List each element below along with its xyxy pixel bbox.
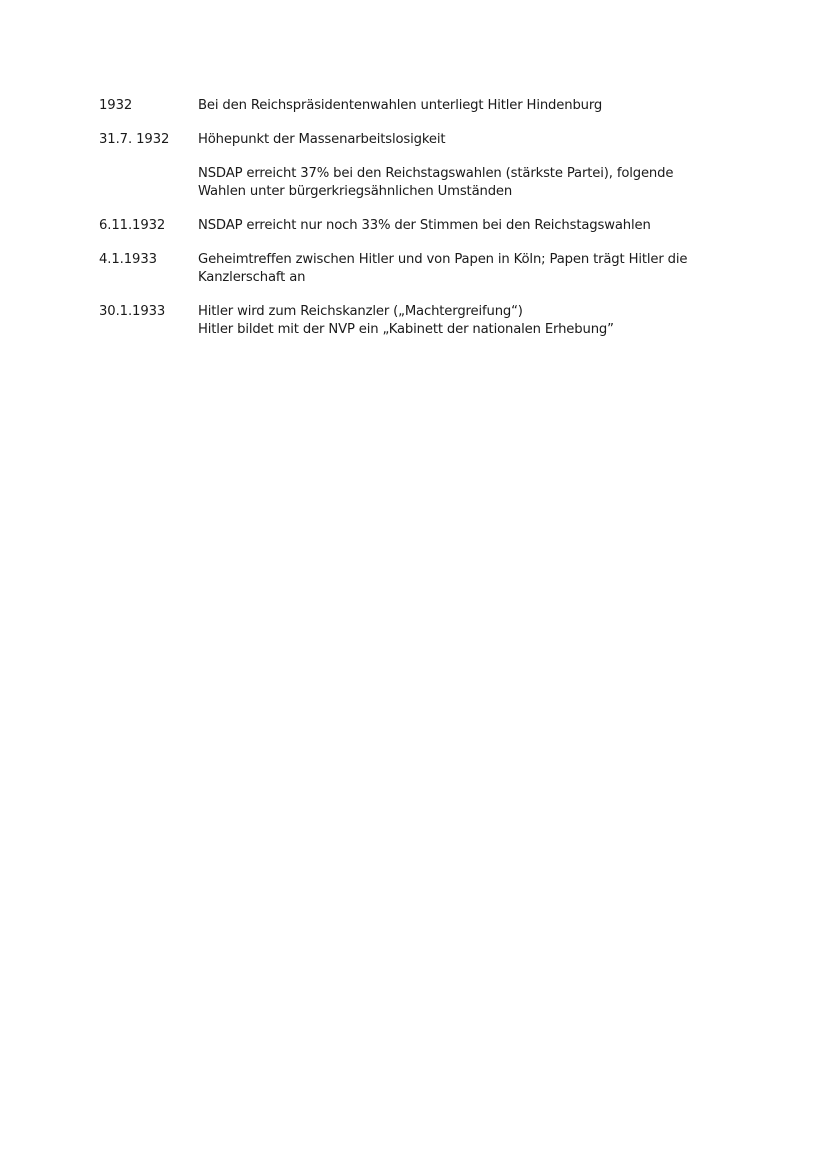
timeline-entry: [99, 217, 739, 235]
timeline-entry: [99, 251, 739, 287]
entry-text: Geheimtreffen zwischen Hitler und von Papen in Köln; Papen trägt Hitler die: [198, 252, 688, 267]
entry-text: Hitler wird zum Reichskanzler („Machtergreifung“): [198, 304, 523, 319]
entry-text: Kanzlerschaft an: [198, 270, 306, 285]
timeline-entry: [99, 303, 739, 339]
timeline-entry: [99, 165, 739, 201]
entry-content: [198, 303, 739, 339]
entry-content: [198, 217, 739, 235]
timeline: [99, 97, 739, 355]
entry-date: 4.1.1933: [99, 252, 157, 267]
entry-content: [198, 251, 739, 287]
entry-content: [198, 131, 739, 149]
entry-text: Wahlen unter bürgerkriegsähnlichen Umständen: [198, 184, 513, 199]
entry-date: 31.7. 1932: [99, 132, 170, 147]
entry-date: [99, 165, 198, 201]
entry-date: 1932: [99, 98, 133, 113]
entry-text: Bei den Reichspräsidentenwahlen unterliegt Hitler Hindenburg: [198, 98, 603, 113]
timeline-entry: [99, 131, 739, 149]
entry-content: [198, 165, 739, 201]
entry-text: NSDAP erreicht 37% bei den Reichstagswahlen (stärkste Partei), folgende: [198, 166, 674, 181]
entry-text: Höhepunkt der Massenarbeitslosigkeit: [198, 132, 446, 147]
entry-date: 6.11.1932: [99, 218, 166, 233]
timeline-entry: [99, 97, 739, 115]
entry-text: Hitler bildet mit der NVP ein „Kabinett der nationalen Erhebung”: [198, 322, 614, 337]
entry-content: [198, 97, 739, 115]
entry-text: NSDAP erreicht nur noch 33% der Stimmen bei den Reichstagswahlen: [198, 218, 651, 233]
entry-date: 30.1.1933: [99, 304, 166, 319]
